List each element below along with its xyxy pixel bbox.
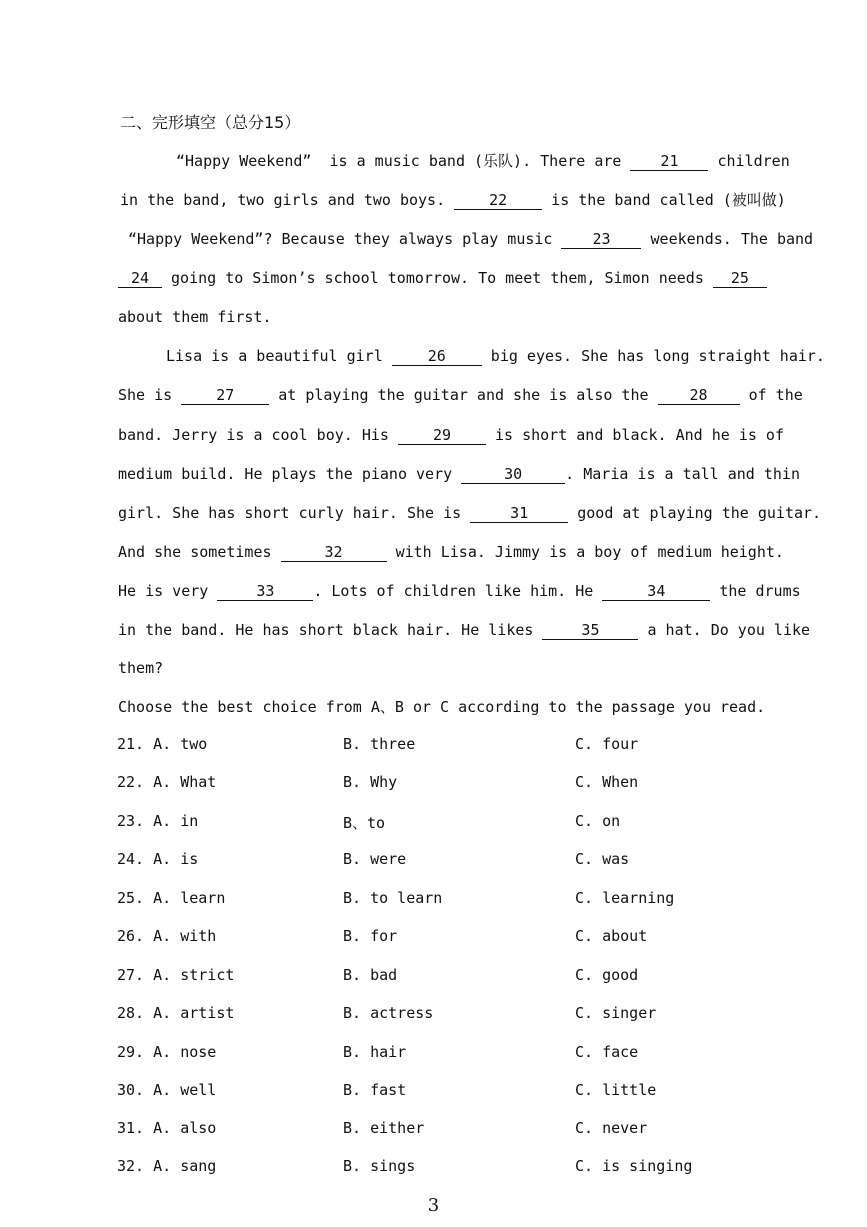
option-c[interactable]: C. four [575, 735, 639, 753]
blank-26[interactable]: 26 [392, 347, 482, 366]
passage-line: He is very 33 . Lots of children like him. He 34 the drums [118, 582, 801, 600]
question-row [117, 1043, 817, 1065]
blank-31[interactable]: 31 [470, 504, 568, 523]
option-b[interactable]: B. were [343, 850, 407, 868]
option-a[interactable]: 23. A. in [117, 812, 199, 830]
option-c[interactable]: C. little [575, 1081, 657, 1099]
passage-line: about them first. [118, 308, 272, 326]
option-b[interactable]: B. hair [343, 1043, 407, 1061]
passage-line: medium build. He plays the piano very 30 . Maria is a tall and thin [118, 465, 800, 483]
blank-27[interactable]: 27 [181, 386, 269, 405]
passage-line: band. Jerry is a cool boy. His 29 is short and black. And he is of [118, 426, 784, 444]
blank-34[interactable]: 34 [602, 582, 710, 601]
blank-25[interactable]: 25 [713, 269, 767, 288]
option-b[interactable]: B. Why [343, 773, 398, 791]
option-c[interactable]: C. was [575, 850, 630, 868]
question-row [117, 1081, 817, 1103]
option-a[interactable]: 22. A. What [117, 773, 217, 791]
blank-24[interactable]: 24 [118, 269, 162, 288]
option-a[interactable]: 28. A. artist [117, 1004, 235, 1022]
passage-line: in the band, two girls and two boys. 22 is the band called (被叫做) [120, 191, 786, 209]
passage-line: And she sometimes 32 with Lisa. Jimmy is a boy of medium height. [118, 543, 784, 561]
page-number: 3 [427, 1195, 440, 1216]
option-b[interactable]: B. to learn [343, 889, 443, 907]
passage-line: “Happy Weekend”? Because they always play music 23 weekends. The band [128, 230, 814, 248]
option-c[interactable]: C. learning [575, 889, 675, 907]
option-c[interactable]: C. face [575, 1043, 639, 1061]
option-a[interactable]: 29. A. nose [117, 1043, 217, 1061]
passage-line: girl. She has short curly hair. She is 31 good at playing the guitar. [118, 504, 822, 522]
option-b[interactable]: B. three [343, 735, 416, 753]
blank-23[interactable]: 23 [561, 230, 641, 249]
option-b[interactable]: B. fast [343, 1081, 407, 1099]
instruction: Choose the best choice from A、B or C according to the passage you read. [118, 698, 766, 716]
option-b[interactable]: B. for [343, 927, 398, 945]
blank-22[interactable]: 22 [454, 191, 542, 210]
option-c[interactable]: C. never [575, 1119, 648, 1137]
question-row [117, 1004, 817, 1026]
option-b[interactable]: B、to [343, 814, 386, 832]
option-a[interactable]: 31. A. also [117, 1119, 217, 1137]
blank-21[interactable]: 21 [630, 152, 708, 171]
option-b[interactable]: B. actress [343, 1004, 434, 1022]
option-a[interactable]: 32. A. sang [117, 1157, 217, 1175]
blank-32[interactable]: 32 [281, 543, 387, 562]
passage-line: in the band. He has short black hair. He likes 35 a hat. Do you like [118, 621, 811, 639]
option-c[interactable]: C. When [575, 773, 639, 791]
section-heading: 二、完形填空（总分15） [120, 113, 301, 132]
question-row [117, 850, 817, 872]
option-b[interactable]: B. sings [343, 1157, 416, 1175]
passage-line: “Happy Weekend” is a music band (乐队). There are 21 children [176, 152, 790, 170]
option-c[interactable]: C. about [575, 927, 648, 945]
passage-line: She is 27 at playing the guitar and she is also the 28 of the [118, 386, 803, 404]
passage-line: them? [118, 659, 164, 677]
question-row [117, 889, 817, 911]
question-row [117, 1157, 817, 1179]
option-c[interactable]: C. good [575, 966, 639, 984]
option-b[interactable]: B. either [343, 1119, 425, 1137]
blank-33[interactable]: 33 [217, 582, 313, 601]
blank-29[interactable]: 29 [398, 426, 486, 445]
option-c[interactable]: C. singer [575, 1004, 657, 1022]
option-a[interactable]: 27. A. strict [117, 966, 235, 984]
option-a[interactable]: 30. A. well [117, 1081, 217, 1099]
blank-35[interactable]: 35 [542, 621, 638, 640]
option-a[interactable]: 21. A. two [117, 735, 208, 753]
option-c[interactable]: C. is singing [575, 1157, 693, 1175]
question-row [117, 773, 817, 795]
option-a[interactable]: 26. A. with [117, 927, 217, 945]
question-row [117, 966, 817, 988]
option-a[interactable]: 24. A. is [117, 850, 199, 868]
blank-28[interactable]: 28 [658, 386, 740, 405]
question-row [117, 1119, 817, 1141]
option-b[interactable]: B. bad [343, 966, 398, 984]
option-c[interactable]: C. on [575, 812, 621, 830]
question-row [117, 735, 817, 757]
blank-30[interactable]: 30 [461, 465, 565, 484]
question-row [117, 812, 817, 834]
passage-line: Lisa is a beautiful girl 26 big eyes. She has long straight hair. [166, 347, 825, 365]
passage-line: 24 going to Simon’s school tomorrow. To meet them, Simon needs 25 [118, 268, 767, 288]
question-row [117, 927, 817, 949]
option-a[interactable]: 25. A. learn [117, 889, 226, 907]
